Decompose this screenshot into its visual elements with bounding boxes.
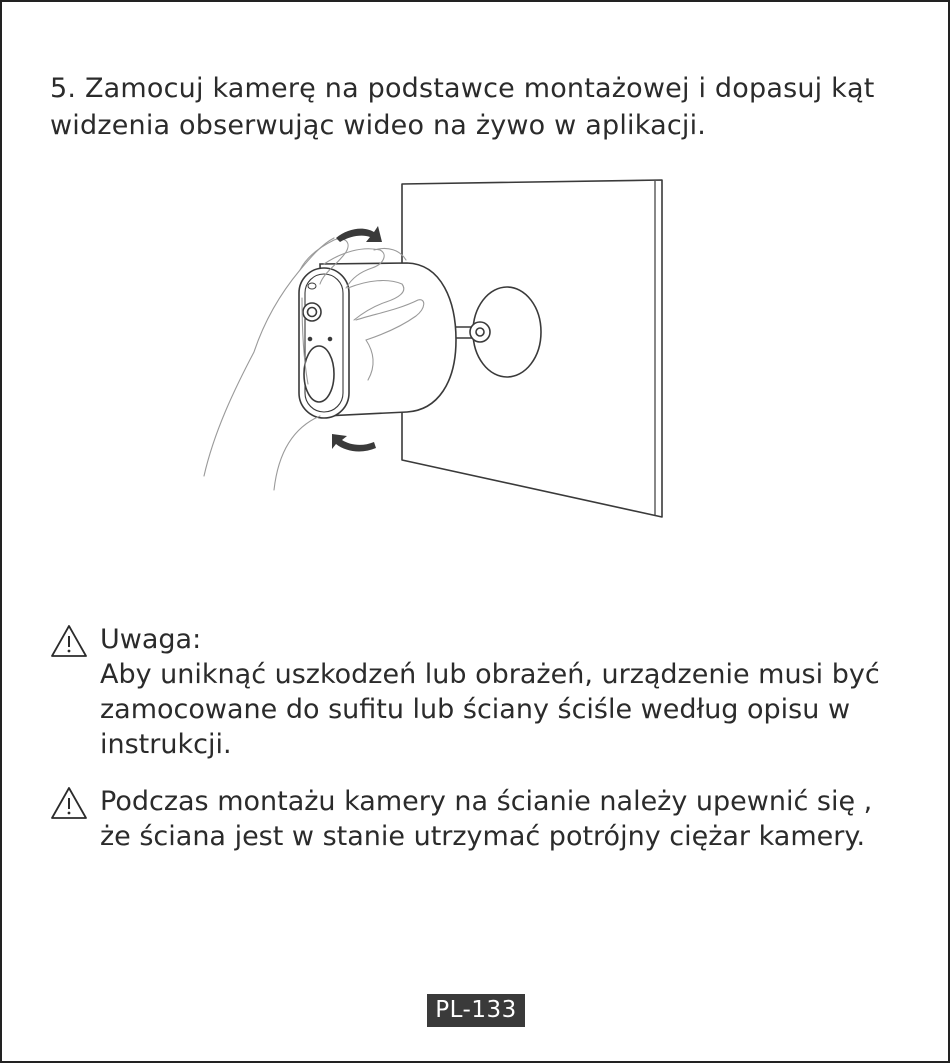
warning-line: Aby uniknąć uszkodzeń lub obrażeń, urządzenie musi być	[100, 659, 880, 690]
warning-note	[50, 622, 910, 762]
step-instruction-line: widzenia obserwując wideo na żywo w aplikacji.	[50, 110, 707, 141]
camera-body	[299, 263, 456, 418]
step-instruction-line: 5. Zamocuj kamerę na podstawce montażowej i dopasuj kąt	[50, 73, 875, 104]
page-number-badge: PL-133	[427, 994, 525, 1027]
warning-heading: Uwaga:	[100, 624, 202, 655]
warning-line: Podczas montażu kamery na ścianie należy upewnić się ,	[100, 786, 873, 817]
step-instruction	[50, 70, 910, 144]
camera-mounting-illustration	[192, 172, 682, 532]
warning-line: że ściana jest w stanie utrzymać potrójny ciężar kamery.	[100, 821, 866, 852]
warning-text	[100, 784, 910, 854]
warning-text	[100, 622, 910, 762]
warning-triangle-icon	[50, 786, 88, 820]
warning-line: instrukcji.	[100, 729, 232, 760]
warning-line: zamocowane do sufitu lub ściany ściśle według opisu w	[100, 694, 851, 725]
warning-triangle-icon	[50, 624, 88, 658]
warning-note	[50, 784, 910, 859]
